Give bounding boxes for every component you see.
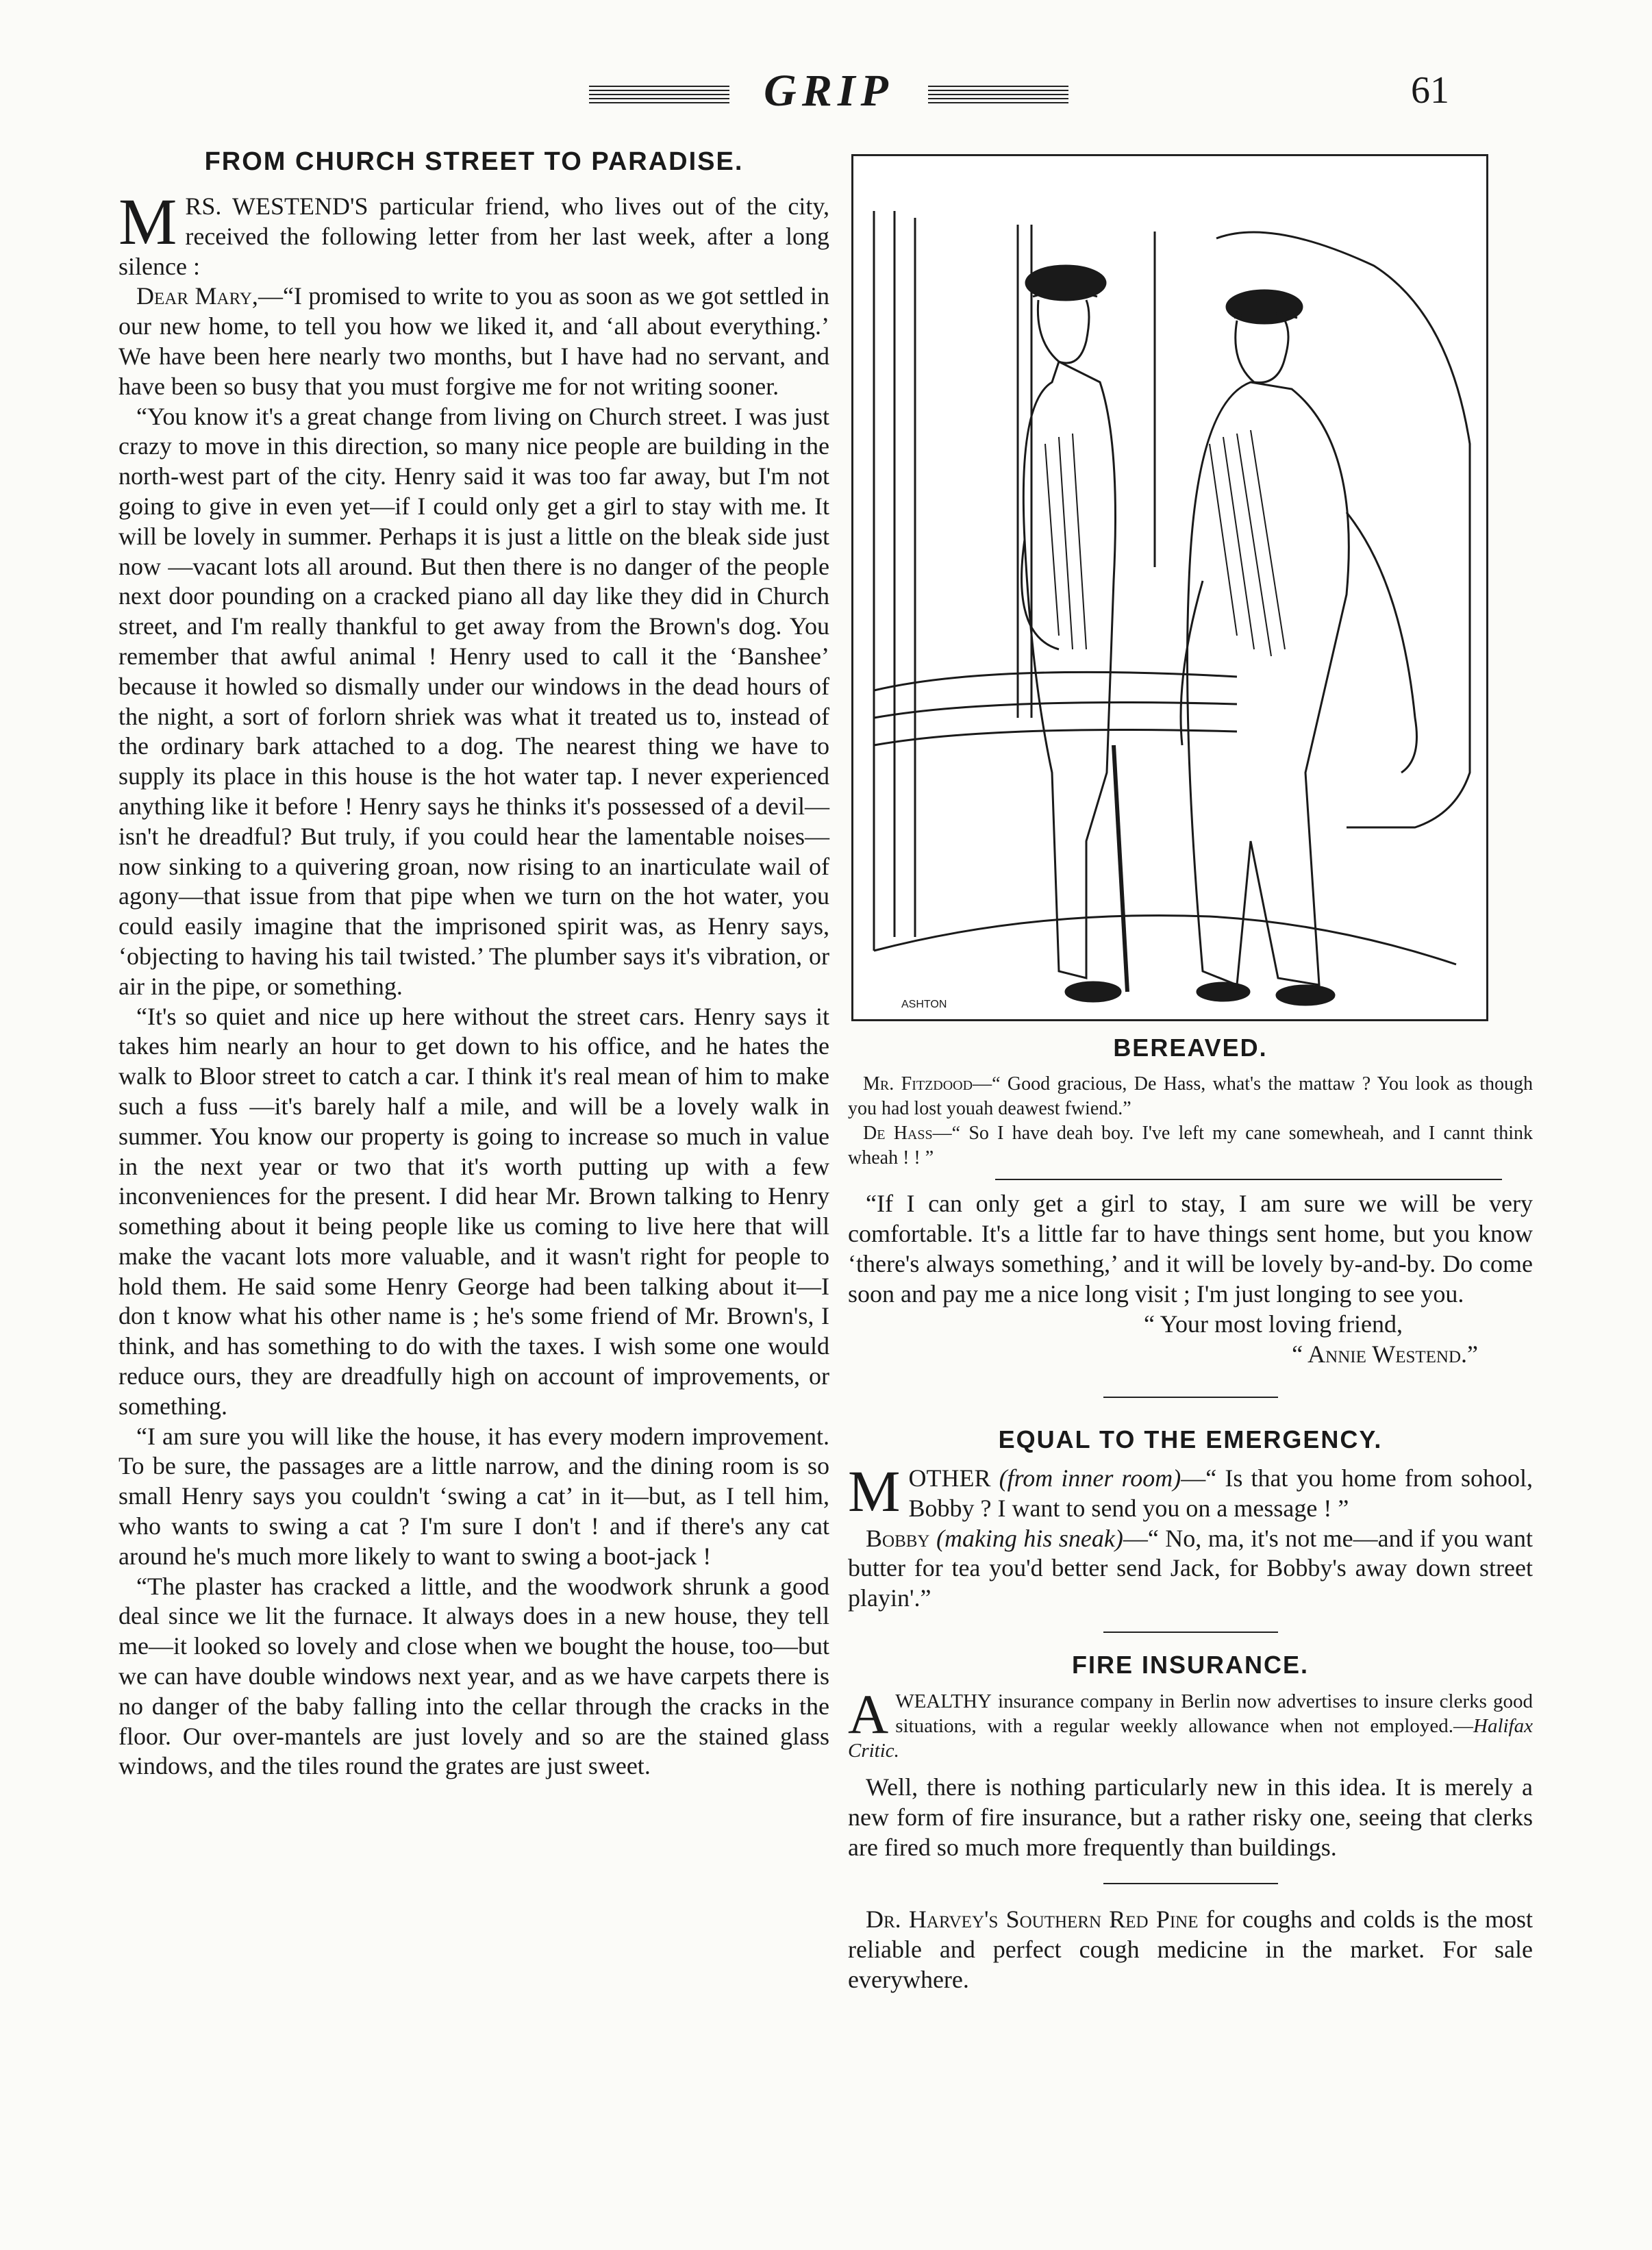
emergency-body [848,1458,1534,1614]
caption-line: Mr. Fitzdood—“ Good gracious, De Hass, what's the mattaw ? You look as though you had lost youah deawest fwiend.” [848,1073,1533,1119]
article-column [118,147,829,1782]
page-number: 61 [1411,69,1449,112]
emergency-title: EQUAL TO THE EMERGENCY. [998,1425,1383,1453]
ad-product: Dr. Harvey's Southern Red Pine [866,1905,1199,1934]
divider [1103,1883,1278,1884]
emergency-paragraph: Bobby (making his sneak)—“ No, ma, it's not me—and if you want butter for tea you'd better send Jack, for Bobby's away down street playin'.” [848,1524,1534,1612]
caption-line: De Hass—“ So I have deah boy. I've left my cane somewheah, and I cannt think wheah ! ! ” [848,1123,1533,1168]
masthead [589,65,1068,127]
salutation: Dear Mary, [136,282,258,310]
article-body [118,185,829,1782]
letter-paragraph: Dear Mary,—“I promised to write to you as soon as we got settled in our new home, to tell you how we liked it, and ‘all about everything.’ We have been here nearly two months, but I have had no servant, and have been so busy that you must forgive me for not writing sooner. [118,282,829,400]
fire-insurance-dropcap: A [848,1682,889,1745]
cartoon-drawing [853,156,1486,1019]
closing-line: “ Your most loving friend, [1144,1310,1403,1338]
fire-insurance-comment: Well, there is nothing particularly new in this idea. It is merely a new form of fire insurance, but a rather risky one, seeing that clerks are fired so much more frequently than buildings. [848,1773,1533,1861]
masthead-rule-right [928,86,1068,106]
letter-paragraph: “It's so quiet and nice up here without the street cars. Henry says it takes him nearly an hour to get down to his office, and he hates the walk to Bloor street to catch a car. I think it's real mean of him to make such a fuss —it's barely half a mile, and will be a lovely walk in summer. You know our property is going to increase so much in value in the next year or two that it's worth putting up with a few inconveniences for the present. I did hear Mr. Brown talking to Henry something about it being people like us coming to live here that will make the vacant lots more valuable, and it wasn't right for people to hold them. He said some Henry George had been talking about it—I don t know what his other name is ; he's some friend of Mr. Brown's, I think, and has something to do with the taxes. I wish some one would reduce ours, they are dreadfully high on account of improvements, or something. [118,1002,829,1420]
signature: “ Annie Westend.” [1292,1340,1478,1368]
artist-signature: ASHTON [901,999,947,1010]
cartoon-caption [848,1072,1533,1171]
divider [1103,1397,1278,1398]
fire-insurance-quote: AWEALTHY insurance company in Berlin now advertises to insure clerks good situations, with a regular weekly allowance when not employed.—Halifax Critic. [848,1682,1533,1762]
masthead-title: GRIP [764,66,894,116]
divider [1103,1632,1278,1633]
closing-paragraph: “If I can only get a girl to stay, I am sure we will be very comfortable. It's a little far to have things sent home, but you know ‘there's always something,’ and it will be lovely by-and-by. Do come soon and pay me a nice long visit ; I'm just longing to see you. [848,1190,1533,1308]
right-column [848,154,1533,1995]
article-intro: MRS. WESTEND'S particular friend, who lives out of the city, received the following letter from her last week, after a long silence : [118,185,829,280]
fire-insurance-title: FIRE INSURANCE. [1071,1650,1310,1679]
cartoon-title: BEREAVED. [1113,1034,1268,1062]
article-title: FROM CHURCH STREET TO PARADISE. [204,147,744,176]
advertisement: Dr. Harvey's Southern Red Pine for coughs and colds is the most reliable and perfect cough medicine in the market. For sale everywhere. [848,1905,1533,1993]
letter-paragraph: “I am sure you will like the house, it has every modern improvement. To be sure, the passages are a little narrow, and the dining room is so small Henry says you couldn't ‘swing a cat’ in it—but, as I tell him, who wants to swing a cat ? I'm sure I don't ! and if there's any cat around he's much more likely to want to swing a boot-jack ! [118,1422,829,1570]
divider [995,1179,1502,1180]
emergency-dropcap: M [848,1458,901,1524]
letter-paragraph: “You know it's a great change from living on Church street. I was just crazy to move in this direction, so many nice people are building in the north-west part of the city. Henry said it was too far away, but I'm not going to give in even yet—if I could only get a girl to stay with me. It will be lovely in summer. Perhaps it is just a little on the bleak side just now —vacant lots all around. But then there is no danger of the people next door pounding on a cracked piano all day like they did in Church street, and I'm really thankful to get away from the Brown's dog. You remember that awful animal ! Henry used to call it the ‘Banshee’ because it howled so dismally under our windows in the dead hours of the night, a sort of forlorn shriek was what it treated us to, instead of the ordinary bark attached to a dog. The nearest thing we have to supply its place in this house is the hot water tap. I never experienced anything like it before ! Henry says he thinks it's possessed of a devil—isn't he dreadful? But truly, if you could hear the lamentable noises—now sinking to a quivering groan, now rising to an inarticulate wail of agony—that issue from that pipe when we turn on the hot water, you could easily imagine that the imprisoned spirit was, as Henry says, ‘objecting to having his tail twisted.’ The plumber says it's vibration, or air in the pipe, or something. [118,402,829,1000]
letter-closing [848,1188,1533,1369]
emergency-paragraph: MOTHER (from inner room)—“ Is that you home from sohool, Bobby ? I want to send you on a message ! ” [848,1458,1534,1524]
article-dropcap: M [118,185,177,258]
letter-paragraph: “The plaster has cracked a little, and the woodwork shrunk a good deal since we lit the furnace. It always does in a new house, they tell me—it looked so lovely and close when we bought the house, too—but we can have double windows next year, and as we have carpets there is no danger of the baby falling into the cellar through the cracks in the floor. Our over-mantels are just lovely and so are the stained glass windows, and the tiles round the grates are just sweet. [118,1572,829,1780]
cartoon-illustration [851,154,1488,1021]
